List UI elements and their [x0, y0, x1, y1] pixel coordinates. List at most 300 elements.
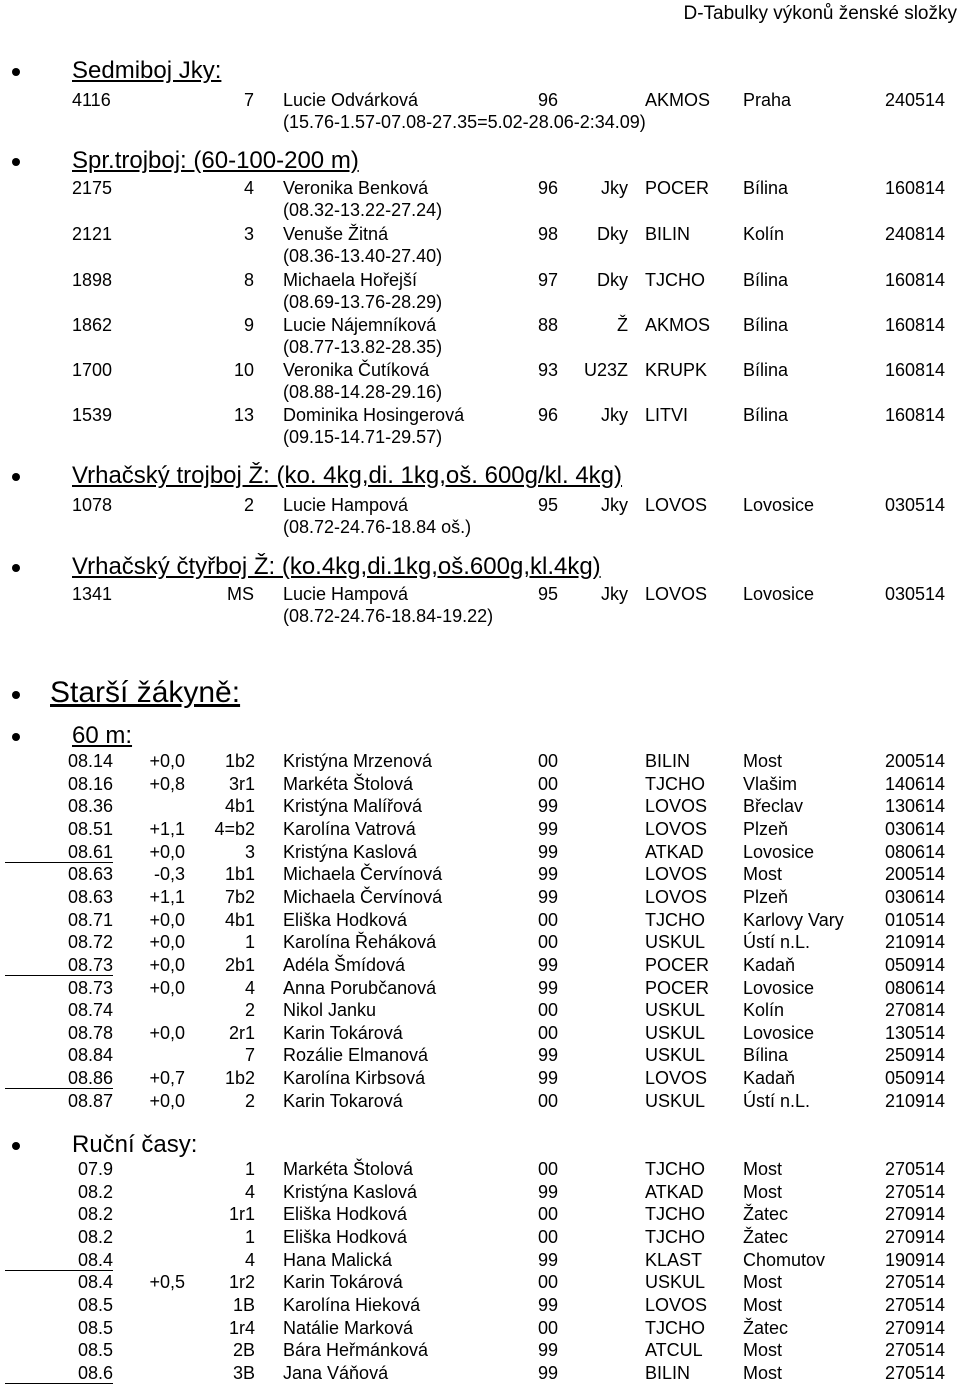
result-row [0, 224, 960, 246]
result-row [0, 315, 960, 337]
performance: 08.63 [67, 886, 113, 907]
category: Jky [601, 584, 628, 604]
club: POCER [645, 178, 710, 198]
club: TJCHO [645, 270, 705, 290]
wind: +1,1 [149, 818, 185, 839]
placing: 3 [244, 841, 255, 862]
result-row [0, 887, 960, 909]
result-row [0, 405, 960, 427]
performance: 07.9 [77, 1159, 113, 1179]
wind: +0,0 [149, 977, 185, 998]
performance: 1862 [72, 315, 113, 335]
birth-year: 99 [538, 977, 559, 998]
venue: Bílina [743, 360, 789, 380]
performance: 2175 [72, 178, 113, 198]
club: TJCHO [645, 1159, 705, 1179]
birth-year: 00 [538, 751, 559, 771]
club: ATKAD [645, 841, 704, 862]
venue: Kolín [743, 224, 785, 244]
birth-year: 99 [538, 1294, 559, 1315]
performance: 2121 [72, 224, 113, 244]
date: 080614 [885, 841, 946, 862]
wind: +0,7 [149, 1068, 185, 1089]
placing: 1 [244, 932, 255, 953]
date: 210914 [885, 1090, 946, 1111]
club: USKUL [645, 1045, 706, 1066]
performance: 1078 [72, 495, 113, 515]
venue: Most [743, 1362, 783, 1383]
date: 240514 [885, 90, 946, 110]
birth-year: 99 [538, 841, 559, 862]
athlete-name: Karin Tokárová [283, 1272, 403, 1293]
venue: Plzeň [743, 886, 789, 907]
result-row [0, 1318, 960, 1340]
section-title: Sedmiboj Jky: [72, 57, 222, 84]
placing: 8 [243, 270, 254, 290]
venue: Žatec [743, 1226, 789, 1247]
result-row [0, 270, 960, 292]
athlete-name: Michaela Červínová [283, 864, 443, 885]
athlete-name: Nikol Janku [283, 1000, 377, 1021]
birth-year: 99 [538, 1362, 559, 1383]
category: Dky [597, 270, 628, 290]
athlete-name: Michaela Hořejší [283, 270, 418, 290]
placing: 1 [244, 1159, 255, 1179]
date: 190914 [885, 1249, 946, 1270]
placing: 1b1 [224, 864, 255, 885]
athlete-name: Kristýna Kaslová [283, 841, 418, 862]
club: USKUL [645, 932, 706, 953]
performance: 08.73 [67, 977, 113, 998]
venue: Žatec [743, 1204, 789, 1225]
venue: Lovosice [743, 1022, 815, 1043]
athlete-name: Karolína Řeháková [283, 932, 437, 953]
placing: 1r1 [228, 1204, 255, 1225]
performance: 08.86 [67, 1068, 113, 1089]
athlete-name: Lucie Odvárková [283, 90, 419, 110]
birth-year: 00 [538, 1272, 559, 1293]
venue: Most [743, 864, 783, 885]
result-row [0, 910, 960, 932]
venue: Lovosice [743, 977, 815, 998]
athlete-name: Venuše Žitná [283, 224, 389, 244]
result-row [0, 1272, 960, 1294]
performance: 08.73 [67, 954, 113, 975]
birth-year: 00 [538, 1000, 559, 1021]
club: BILIN [645, 1362, 691, 1383]
performance: 4116 [72, 90, 111, 110]
birth-year: 95 [538, 584, 559, 604]
performance: 08.2 [77, 1204, 113, 1225]
placing: 3r1 [228, 773, 255, 794]
section-title: Spr.trojboj: (60-100-200 m) [72, 147, 359, 174]
placing: 1r2 [228, 1272, 255, 1293]
club: LITVI [645, 405, 689, 425]
section-title: 60 m: [72, 722, 133, 749]
result-row [0, 978, 960, 1000]
performance: 08.6 [77, 1362, 113, 1383]
placing: 1 [244, 1226, 255, 1247]
result-row [0, 1023, 960, 1045]
date: 030514 [885, 584, 946, 604]
wind: +0,5 [149, 1272, 185, 1293]
wind: +0,0 [149, 1090, 185, 1111]
result-row [0, 1182, 960, 1204]
result-row [0, 1250, 960, 1272]
birth-year: 00 [538, 932, 559, 953]
placing: 2 [244, 1000, 255, 1021]
birth-year: 98 [538, 224, 559, 244]
bullet-icon [12, 68, 20, 76]
venue: Chomutov [743, 1249, 826, 1270]
underline [5, 862, 113, 863]
athlete-name: Karolína Kirbsová [283, 1068, 426, 1089]
venue: Most [743, 1340, 783, 1361]
birth-year: 93 [538, 360, 559, 380]
result-row [0, 1000, 960, 1022]
placing: 4b1 [224, 909, 255, 930]
placing: 4 [244, 977, 255, 998]
event-splits: (08.77-13.82-28.35) [283, 337, 443, 357]
venue: Lovosice [743, 584, 815, 604]
date: 030614 [885, 818, 946, 839]
date: 250914 [885, 1045, 946, 1066]
venue: Břeclav [743, 796, 804, 817]
performance: 08.14 [67, 751, 113, 771]
club: USKUL [645, 1022, 706, 1043]
club: USKUL [645, 1272, 706, 1293]
venue: Bílina [743, 405, 789, 425]
date: 270914 [885, 1226, 946, 1247]
performance: 08.2 [77, 1226, 113, 1247]
date: 050914 [885, 954, 946, 975]
event-splits: (08.36-13.40-27.40) [283, 246, 443, 266]
athlete-name: Bára Heřmánková [283, 1340, 429, 1361]
performance: 1700 [72, 360, 113, 380]
result-row [0, 178, 960, 200]
birth-year: 99 [538, 1181, 559, 1202]
birth-year: 00 [538, 1022, 559, 1043]
performance: 08.74 [67, 1000, 113, 1021]
category: Dky [597, 224, 628, 244]
wind: +0,0 [149, 1022, 185, 1043]
section-title: Vrhačský trojboj Ž: (ko. 4kg,di. 1kg,oš. 600g/kl. 4kg) [72, 462, 623, 489]
date: 270914 [885, 1204, 946, 1225]
result-row [0, 495, 960, 517]
venue: Bílina [743, 315, 789, 335]
placing: 9 [243, 315, 254, 335]
result-row [0, 360, 960, 382]
athlete-name: Eliška Hodková [283, 1226, 408, 1247]
bullet-icon [12, 564, 20, 572]
venue: Bílina [743, 178, 789, 198]
result-row [0, 90, 960, 112]
placing: 1b2 [224, 1068, 255, 1089]
result-row [0, 1159, 960, 1181]
result-row [0, 751, 960, 773]
placing: 2B [232, 1340, 255, 1361]
page-header: D-Tabulky výkonů ženské složky [683, 3, 957, 24]
date: 210914 [885, 932, 946, 953]
athlete-name: Veronika Benková [283, 178, 429, 198]
athlete-name: Adéla Šmídová [283, 954, 406, 975]
athlete-name: Lucie Nájemníková [283, 315, 437, 335]
athlete-name: Karolína Hieková [283, 1294, 421, 1315]
club: POCER [645, 954, 710, 975]
birth-year: 96 [538, 90, 559, 110]
placing: 4 [243, 178, 254, 198]
athlete-name: Eliška Hodková [283, 1204, 408, 1225]
venue: Karlovy Vary [743, 909, 844, 930]
bullet-icon [12, 733, 20, 741]
performance: 08.51 [67, 818, 113, 839]
date: 030514 [885, 495, 946, 515]
athlete-name: Karin Tokárová [283, 1022, 403, 1043]
placing: 4 [244, 1249, 255, 1270]
club: TJCHO [645, 773, 705, 794]
performance: 1341 [72, 584, 113, 604]
birth-year: 96 [538, 178, 559, 198]
placing: 13 [233, 405, 254, 425]
venue: Bílina [743, 1045, 789, 1066]
athlete-name: Karolína Vatrová [283, 818, 416, 839]
date: 010514 [885, 909, 946, 930]
performance: 08.2 [77, 1181, 113, 1202]
venue: Lovosice [743, 841, 815, 862]
club: POCER [645, 977, 710, 998]
category: Jky [601, 178, 628, 198]
result-row [0, 819, 960, 841]
athlete-name: Markéta Štolová [283, 1159, 414, 1179]
venue: Kadaň [743, 954, 796, 975]
club: TJCHO [645, 909, 705, 930]
club: ATCUL [645, 1340, 703, 1361]
result-row [0, 1227, 960, 1249]
club: ATKAD [645, 1181, 704, 1202]
athlete-name: Markéta Štolová [283, 773, 414, 794]
performance: 1898 [72, 270, 113, 290]
result-row [0, 1363, 960, 1385]
athlete-name: Dominika Hosingerová [283, 405, 465, 425]
section-title: Ruční časy: [72, 1131, 198, 1158]
result-row [0, 796, 960, 818]
club: TJCHO [645, 1317, 705, 1338]
venue: Ústí n.L. [743, 932, 811, 953]
wind: +0,8 [149, 773, 185, 794]
result-row [0, 1091, 960, 1113]
birth-year: 97 [538, 270, 559, 290]
category: Jky [601, 495, 628, 515]
date: 140614 [885, 773, 946, 794]
club: TJCHO [645, 1226, 705, 1247]
bullet-icon [12, 158, 20, 166]
birth-year: 99 [538, 1340, 559, 1361]
date: 160814 [885, 315, 946, 335]
birth-year: 99 [538, 1068, 559, 1089]
venue: Praha [743, 90, 792, 110]
venue: Plzeň [743, 818, 789, 839]
placing: MS [227, 584, 254, 604]
date: 240814 [885, 224, 946, 244]
athlete-name: Michaela Červínová [283, 886, 443, 907]
club: TJCHO [645, 1204, 705, 1225]
date: 030614 [885, 886, 946, 907]
performance: 08.16 [67, 773, 113, 794]
performance: 08.5 [77, 1317, 113, 1338]
date: 270514 [885, 1159, 946, 1179]
birth-year: 99 [538, 1249, 559, 1270]
result-row [0, 932, 960, 954]
event-splits: (09.15-14.71-29.57) [283, 427, 443, 447]
placing: 2 [243, 495, 254, 515]
venue: Žatec [743, 1317, 789, 1338]
wind: +0,0 [149, 909, 185, 930]
club: USKUL [645, 1000, 706, 1021]
athlete-name: Lucie Hampová [283, 495, 409, 515]
venue: Vlašim [743, 773, 798, 794]
athlete-name: Karin Tokarová [283, 1090, 403, 1111]
athlete-name: Eliška Hodková [283, 909, 408, 930]
underline [5, 975, 113, 976]
athlete-name: Hana Malická [283, 1249, 393, 1270]
placing: 10 [233, 360, 254, 380]
athlete-name: Lucie Hampová [283, 584, 409, 604]
placing: 1r4 [228, 1317, 255, 1338]
event-splits: (08.88-14.28-29.16) [283, 382, 443, 402]
placing: 2b1 [224, 954, 255, 975]
date: 130614 [885, 796, 946, 817]
club: LOVOS [645, 1294, 708, 1315]
category: Jky [601, 405, 628, 425]
venue: Most [743, 751, 783, 771]
club: BILIN [645, 224, 691, 244]
date: 200514 [885, 751, 946, 771]
performance: 08.84 [67, 1045, 113, 1066]
date: 160814 [885, 270, 946, 290]
athlete-name: Natálie Marková [283, 1317, 414, 1338]
club: USKUL [645, 1090, 706, 1111]
venue: Ústí n.L. [743, 1090, 811, 1111]
event-splits: (15.76-1.57-07.08-27.35=5.02-28.06-2:34.09) [283, 112, 646, 132]
placing: 1b2 [224, 751, 255, 771]
club: KLAST [645, 1249, 703, 1270]
venue: Kadaň [743, 1068, 796, 1089]
date: 080614 [885, 977, 946, 998]
performance: 08.5 [77, 1294, 113, 1315]
bullet-icon [12, 691, 20, 699]
venue: Kolín [743, 1000, 785, 1021]
birth-year: 99 [538, 1045, 559, 1066]
category: Ž [617, 315, 628, 335]
venue: Most [743, 1272, 783, 1293]
wind: +1,1 [149, 886, 185, 907]
section-title: Vrhačský čtyřboj Ž: (ko.4kg,di.1kg,oš.600g,kl.4kg) [72, 553, 601, 580]
athlete-name: Kristýna Malířová [283, 796, 423, 817]
athlete-name: Kristýna Mrzenová [283, 751, 433, 771]
performance: 08.36 [67, 796, 113, 817]
club: LOVOS [645, 495, 708, 515]
birth-year: 00 [538, 773, 559, 794]
performance: 08.5 [77, 1340, 113, 1361]
performance: 08.4 [77, 1249, 113, 1270]
birth-year: 99 [538, 886, 559, 907]
wind: +0,0 [149, 954, 185, 975]
placing: 4=b2 [214, 818, 255, 839]
athlete-name: Anna Porubčanová [283, 977, 437, 998]
date: 050914 [885, 1068, 946, 1089]
placing: 3B [232, 1362, 255, 1383]
date: 160814 [885, 405, 946, 425]
birth-year: 96 [538, 405, 559, 425]
result-row [0, 1340, 960, 1362]
placing: 3 [243, 224, 254, 244]
club: LOVOS [645, 818, 708, 839]
result-row [0, 774, 960, 796]
placing: 7b2 [224, 886, 255, 907]
birth-year: 99 [538, 864, 559, 885]
birth-year: 00 [538, 909, 559, 930]
result-row [0, 842, 960, 864]
date: 270914 [885, 1317, 946, 1338]
birth-year: 88 [538, 315, 559, 335]
performance: 1539 [72, 405, 113, 425]
placing: 2 [244, 1090, 255, 1111]
date: 160814 [885, 178, 946, 198]
club: LOVOS [645, 1068, 708, 1089]
event-splits: (08.32-13.22-27.24) [283, 200, 443, 220]
birth-year: 00 [538, 1317, 559, 1338]
wind: +0,0 [149, 751, 185, 771]
date: 270514 [885, 1181, 946, 1202]
date: 270514 [885, 1362, 946, 1383]
underline [5, 1270, 113, 1271]
performance: 08.72 [67, 932, 113, 953]
placing: 7 [244, 1045, 255, 1066]
birth-year: 00 [538, 1090, 559, 1111]
result-row [0, 584, 960, 606]
club: LOVOS [645, 796, 708, 817]
club: KRUPK [645, 360, 708, 380]
underline [5, 1088, 113, 1089]
date: 200514 [885, 864, 946, 885]
performance: 08.63 [67, 864, 113, 885]
performance: 08.87 [67, 1090, 113, 1111]
category: U23Z [583, 360, 628, 380]
event-splits: (08.72-24.76-18.84-19.22) [283, 606, 494, 626]
result-row [0, 1045, 960, 1067]
placing: 4b1 [224, 796, 255, 817]
date: 160814 [885, 360, 946, 380]
performance: 08.61 [67, 841, 113, 862]
result-row [0, 955, 960, 977]
venue: Most [743, 1294, 783, 1315]
wind: -0,3 [153, 864, 185, 885]
venue: Most [743, 1181, 783, 1202]
club: AKMOS [645, 90, 711, 110]
venue: Most [743, 1159, 783, 1179]
birth-year: 99 [538, 818, 559, 839]
event-splits: (08.72-24.76-18.84 oš.) [283, 517, 472, 537]
placing: 7 [243, 90, 254, 110]
club: BILIN [645, 751, 691, 771]
placing: 1B [232, 1294, 255, 1315]
athlete-name: Kristýna Kaslová [283, 1181, 418, 1202]
date: 270814 [885, 1000, 946, 1021]
result-row [0, 1295, 960, 1317]
result-row [0, 864, 960, 886]
date: 270514 [885, 1340, 946, 1361]
date: 130514 [885, 1022, 946, 1043]
